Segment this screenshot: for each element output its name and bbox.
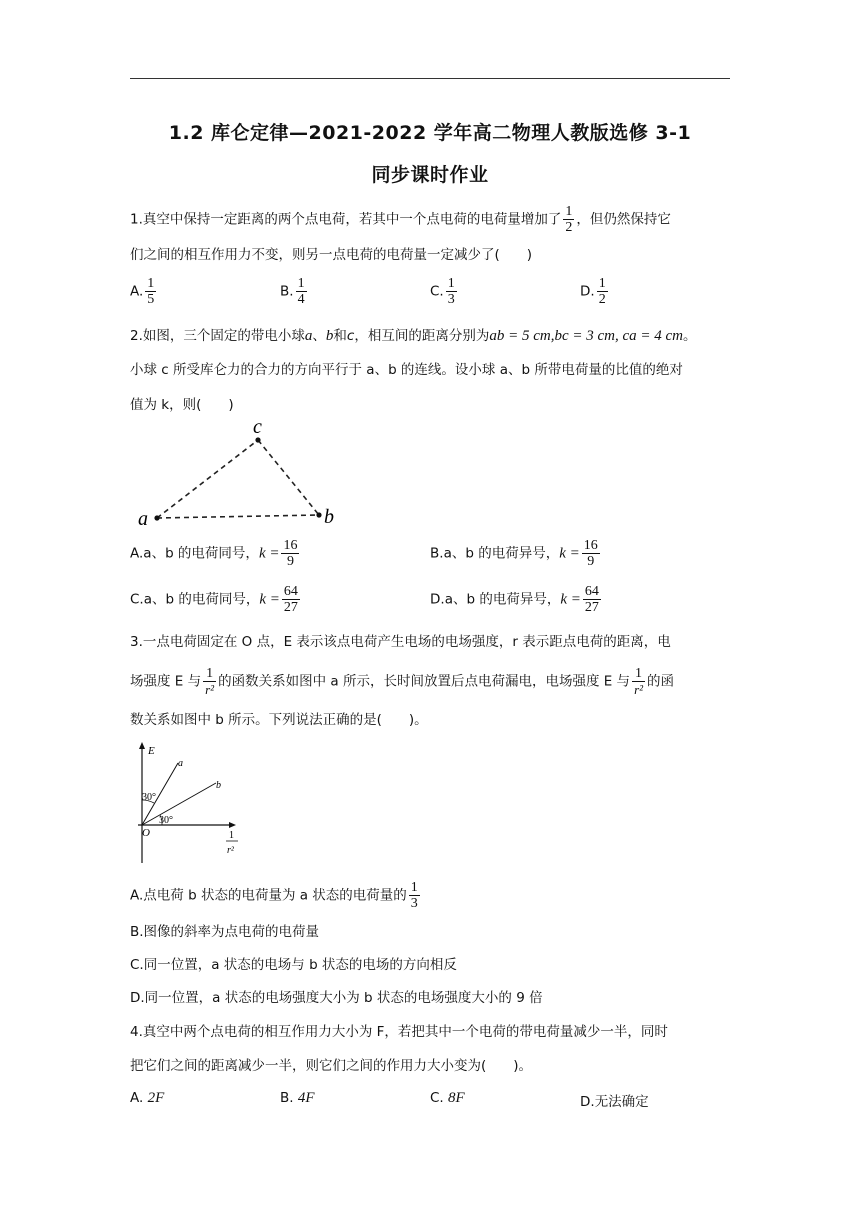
q3-option-b[interactable]: B.图像的斜率为点电荷的电荷量	[130, 924, 320, 940]
q2-option-c[interactable]: C.a、b 的电荷同号，k = $\frac{64}{27}$	[130, 584, 298, 615]
x-axis-denominator: r²	[227, 845, 234, 856]
line-ac	[157, 440, 258, 518]
ball-c	[255, 437, 260, 442]
q2-option-a[interactable]: A.a、b 的电荷同号，k = $\frac{16}{9}$	[130, 538, 298, 569]
line-b-label: b	[216, 780, 221, 791]
y-axis-label: E	[148, 745, 155, 757]
q1-option-c[interactable]: C. $\frac{1}{3}$	[430, 276, 455, 307]
q1-option-b[interactable]: B. $\frac{1}{4}$	[280, 276, 305, 307]
q2-option-b[interactable]: B.a、b 的电荷异号，k = $\frac{16}{9}$	[430, 538, 598, 569]
angle-top-label: 30°	[142, 792, 156, 803]
q1-line1: 1.真空中保持一定距离的两个点电荷，若其中一个点电荷的电荷量增加了 $\frac{1}{2}$ ，但仍然保持它	[130, 204, 671, 235]
x-axis-numerator: 1	[229, 830, 234, 841]
q4-option-a[interactable]: A. 2F	[130, 1090, 165, 1106]
q2-triangle-figure	[130, 415, 350, 530]
line-b	[142, 783, 216, 825]
q3-option-a[interactable]: A.点电荷 b 状态的电荷量为 a 状态的电荷量的 $\frac{1}{3}$	[130, 880, 418, 911]
x-arrow-icon	[229, 822, 236, 828]
q3-option-c[interactable]: C.同一位置，a 状态的电场与 b 状态的电场的方向相反	[130, 957, 457, 973]
ball-b	[316, 512, 321, 517]
q3-graph	[128, 738, 253, 868]
q4-line2: 把它们之间的距离减少一半，则它们之间的作用力大小变为( )。	[130, 1058, 533, 1074]
line-ab	[157, 515, 319, 518]
header-rule	[130, 78, 730, 79]
line-cb	[258, 440, 319, 515]
q4-option-c[interactable]: C. 8F	[430, 1090, 465, 1106]
q1-fraction: $\frac{1}{2}$	[565, 204, 573, 235]
q1-line2: 们之间的相互作用力不变，则另一点电荷的电荷量一定减少了( )	[130, 247, 533, 263]
angle-bottom-label: 30°	[159, 815, 173, 826]
q4-option-d[interactable]: D.无法确定	[580, 1094, 649, 1110]
q4-line1: 4.真空中两个点电荷的相互作用力大小为 F，若把其中一个电荷的带电荷量减少一半，同时	[130, 1024, 668, 1040]
q4-option-b[interactable]: B. 4F	[280, 1090, 315, 1106]
q2-line3: 值为 k，则( )	[130, 397, 234, 413]
q1-option-a[interactable]: A. $\frac{1}{5}$	[130, 276, 155, 307]
label-c: c	[253, 416, 262, 438]
q3-line2: 场强度 E 与 $\frac{1}{\text{r²}}$ 的函数关系如图中 a 所示，长时间放置后点电荷漏电，电场强度 E 与 $\frac{1}{\text{r²}}$ 的函	[130, 666, 675, 697]
q2-option-d[interactable]: D.a、b 的电荷异号，k = $\frac{64}{27}$	[430, 584, 599, 615]
q3-line3: 数关系如图中 b 所示。下列说法正确的是( )。	[130, 712, 428, 728]
line-a-label: a	[178, 758, 183, 769]
y-arrow-icon	[139, 742, 145, 749]
q3-option-d[interactable]: D.同一位置，a 状态的电场强度大小为 b 状态的电场强度大小的 9 倍	[130, 990, 543, 1006]
label-a: a	[138, 508, 148, 530]
q2-line2: 小球 c 所受库仑力的合力的方向平行于 a、b 的连线。设小球 a、b 所带电荷量的比值的绝对	[130, 362, 683, 378]
page-subtitle: 同步课时作业	[371, 164, 489, 186]
q1-option-d[interactable]: D. $\frac{1}{2}$	[580, 276, 606, 307]
label-b: b	[324, 506, 334, 528]
page-title: 1.2 库仑定律—2021-2022 学年高二物理人教版选修 3-1	[168, 122, 692, 144]
q2-line1: 2.如图，三个固定的带电小球a、b和c，相互间的距离分别为ab = 5 cm,bc = 3 cm, ca = 4 cm。	[130, 328, 697, 344]
origin-label: O	[142, 827, 150, 839]
ball-a	[154, 515, 159, 520]
q3-line1: 3.一点电荷固定在 O 点，E 表示该点电荷产生电场的电场强度，r 表示距点电荷的距离，电	[130, 634, 671, 650]
